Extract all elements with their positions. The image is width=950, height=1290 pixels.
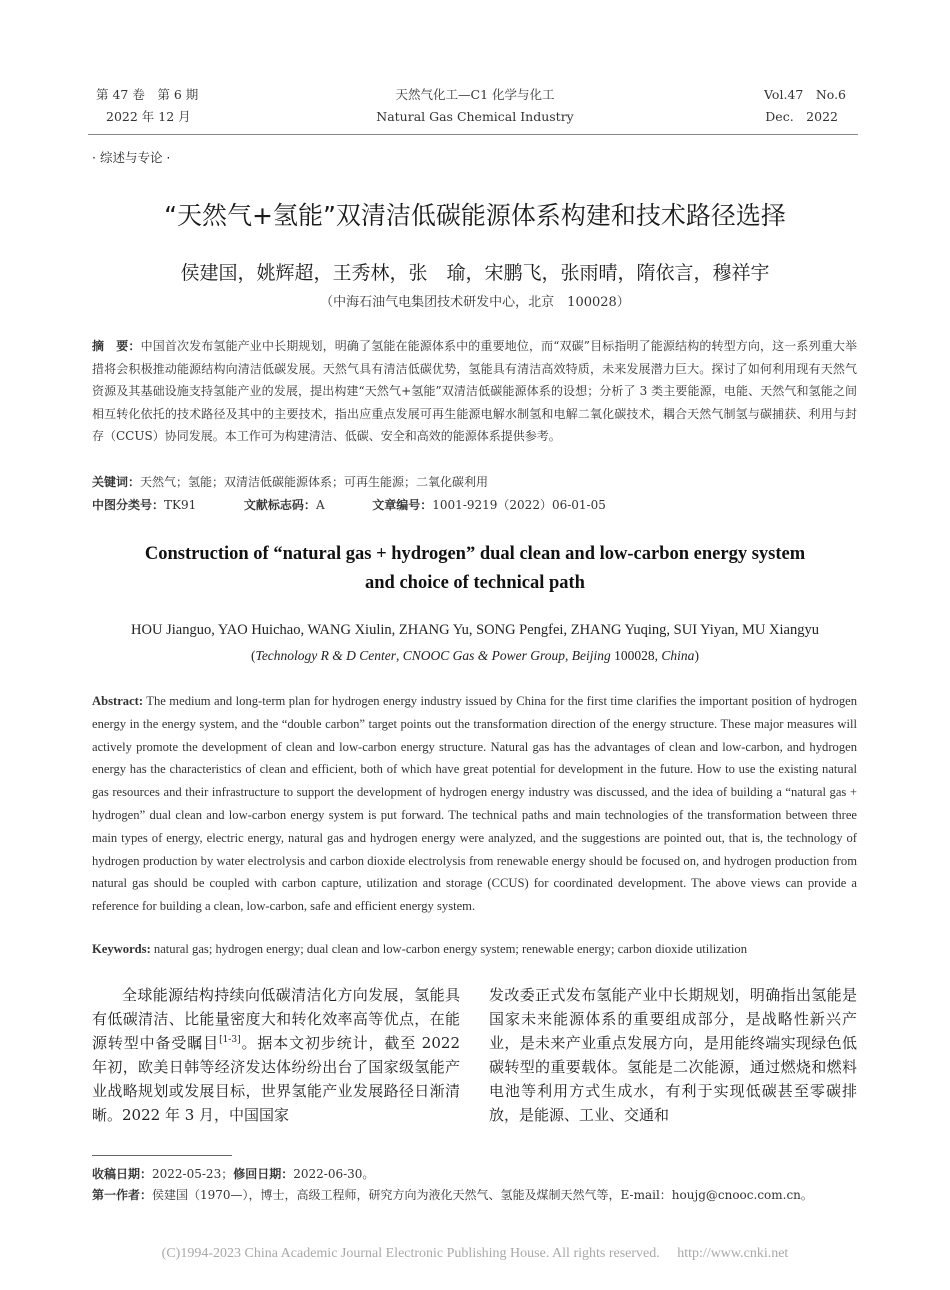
- clc-label: 中图分类号：: [92, 498, 165, 512]
- affil-postal: 100028,: [610, 648, 662, 663]
- abstract-cn: [92, 335, 857, 448]
- footnote-author: [92, 1186, 813, 1203]
- affiliation-en: [0, 648, 950, 664]
- affiliation-cn: （中海石油气电集团技术研发中心，北京 100028）: [320, 295, 630, 310]
- abstract-en: [92, 690, 857, 918]
- classification-row: [92, 494, 857, 517]
- section-tag: · 综述与专论 ·: [92, 150, 171, 165]
- body-text-1: 全球能源结构持续向低碳清洁化方向发展，氢能具有低碳清洁、比能量密度大和转化效率高等优点，在能源转型中备受瞩目: [92, 986, 460, 1052]
- header-journal-en: Natural Gas Chemical Industry: [376, 109, 574, 124]
- cnki-watermark: (C)1994-2023 China Academic Journal Electronic Publishing House. All rights reserved. http://www.cnki.net: [161, 1246, 789, 1261]
- doc-code-label: 文献标志码：: [243, 498, 316, 512]
- keywords-en-label: Keywords:: [92, 942, 151, 956]
- clc-value: TK91: [164, 498, 197, 512]
- abstract-cn-label: 摘 要：: [92, 339, 141, 353]
- affil-open: (: [251, 648, 256, 663]
- authors-cn: 侯建国，姚辉超，王秀林，张 瑜，宋鹏飞，张雨晴，隋依言，穆祥宇: [180, 262, 770, 284]
- title-en-line1: Construction of “natural gas + hydrogen” dual clean and low-carbon energy system: [144, 544, 806, 564]
- affil-group: CNOOC Gas & Power Group: [402, 648, 566, 663]
- first-author-value: 侯建国（1970—），博士，高级工程师，研究方向为液化天然气、氢能及煤制天然气等，E-mail：houjg@cnooc.com.cn。: [152, 1188, 813, 1202]
- abstract-cn-text: 中国首次发布氢能产业中长期规划，明确了氢能在能源体系中的重要地位，而“双碳”目标指明了能源结构的转型方向，这一系列重大举措将会积极推动能源结构向清洁低碳发展。天然气具有清洁低碳优势，氢能具有清洁高效特质，未来发展潜力巨大。探讨了如何利用现有天然气资源及其基础设施支持氢能产业的发展，提出构建“天然气+氢能”双清洁低碳能源体系的设想；分析了 3 类主要能源，电能、天然气和氢能之间相互转化依托的技术路径及其中的主要技术，指出应重点发展可再生能源电解水制氢和电解二氧化碳技术，耦合天然气制氢与碳捕获、利用与封存（CCUS）协同发展。本工作可为构建清洁、低碳、安全和高效的能源体系提供参考。: [92, 339, 857, 443]
- body-column-right: [489, 983, 857, 1127]
- footnote-dates: [92, 1165, 374, 1182]
- keywords-cn-label: 关键词：: [92, 475, 141, 489]
- keywords-en: [92, 942, 857, 957]
- affil-sep2: ,: [565, 648, 572, 663]
- keywords-cn: [92, 471, 857, 494]
- body-paragraph-1: [92, 983, 460, 1127]
- footnote-rule: [92, 1155, 232, 1156]
- header-rule: [88, 134, 858, 135]
- received-label: 收稿日期：: [92, 1167, 153, 1181]
- article-number-label: 文章编号：: [372, 498, 433, 512]
- affil-center: Technology R & D Center: [255, 648, 397, 663]
- article-number-value: 1001-9219（2022）06-01-05: [432, 498, 606, 512]
- citation-1-3[interactable]: [1-3]: [219, 1035, 241, 1045]
- affil-city: Beijing: [571, 648, 611, 663]
- header-date-en: Dec. 2022: [765, 109, 838, 124]
- title-en-line2: and choice of technical path: [365, 573, 585, 593]
- body-paragraph-2: 发改委正式发布氢能产业中长期规划，明确指出氢能是国家未来能源体系的重要组成部分，是战略性新兴产业，是未来产业重点发展方向，是用能终端实现绿色低碳转型的重要载体。氢能是二次能源，通过燃烧和燃料电池等利用方式生成水，有利于实现低碳甚至零碳排放，是能源、工业、交通和: [489, 986, 857, 1124]
- first-author-label: 第一作者：: [92, 1188, 153, 1202]
- keywords-en-text: natural gas; hydrogen energy; dual clean and low-carbon energy system; renewable energy; carbon dioxide utilization: [153, 942, 748, 956]
- doc-code-value: A: [315, 498, 325, 512]
- authors-en: HOU Jianguo, YAO Huichao, WANG Xiulin, ZHANG Yu, SONG Pengfei, ZHANG Yuqing, SUI Yiyan, MU Xiangyu: [131, 622, 819, 638]
- header-volume-issue: 第 47 卷 第 6 期: [96, 87, 199, 102]
- abstract-en-text: The medium and long-term plan for hydrogen energy industry issued by China for the first time clarifies the important position of hydrogen energy in the energy system, and the “double carbon” target points out the transformation direction of the energy structure. These major measures will actively promote the development of clean and low-carbon energy structure. Natural gas has the advantages of clean and low-carbon, and hydrogen energy has the characteristics of clean and efficient, both of which have great potential for development in the future. How to use the existing natural gas resources and their infrastructure to support the development of hydrogen energy industry was discussed, and the idea of building a “natural gas + hydrogen” dual clean and low-carbon energy system is put forward. The technical paths and main technologies of the transformation between three main types of energy, electric energy, natural gas and hydrogen energy were analyzed, and the suggestions are pointed out, that is, the technology of hydrogen production by water electrolysis and carbon dioxide electrolysis from renewable energy should be focused on, and hydrogen production from natural gas should be coupled with carbon capture, utilization and storage (CCUS) for coordinated development. The above views can provide a reference for building a clean, low-carbon, safe and efficient energy system.: [92, 694, 857, 914]
- affil-close: ): [694, 648, 699, 663]
- body-text-2: 。据本文初步统计，截至 2022 年初，欧美日韩等经济发达体纷纷出台了国家级氢能产业战略规划或发展目标，世界氢能产业发展路径日渐清晰。2022 年 3 月，中国国家: [92, 1034, 460, 1124]
- header-vol-no: Vol.47 No.6: [764, 87, 846, 102]
- affil-country: China: [661, 648, 695, 663]
- affil-sep1: ,: [396, 648, 403, 663]
- title-en: [0, 540, 950, 598]
- header-date-cn: 2022 年 12 月: [106, 109, 191, 124]
- revised-label: 修回日期：: [233, 1167, 294, 1181]
- header-journal-cn: 天然气化工—C1 化学与化工: [395, 87, 555, 102]
- title-cn: “天然气+氢能”双清洁低碳能源体系构建和技术路径选择: [164, 201, 786, 230]
- revised-value: 2022-06-30。: [293, 1167, 375, 1181]
- abstract-en-label: Abstract:: [92, 694, 144, 708]
- keywords-cn-text: 天然气；氢能；双清洁低碳能源体系；可再生能源；二氧化碳利用: [140, 475, 489, 489]
- body-column-left: [92, 983, 460, 1127]
- received-value: 2022-05-23；: [152, 1167, 234, 1181]
